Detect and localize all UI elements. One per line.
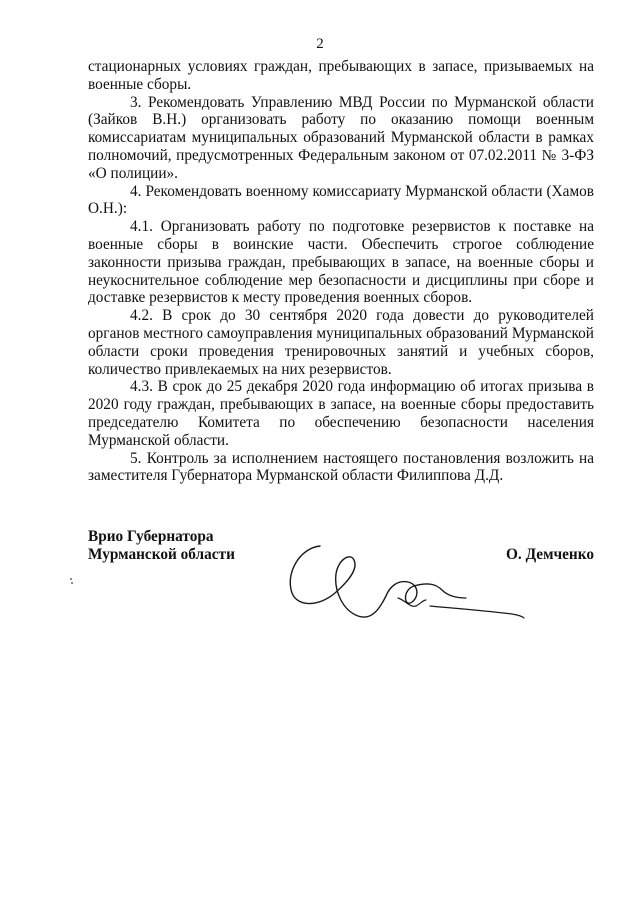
signature-stroke-main [290, 546, 417, 617]
scan-speck [70, 578, 72, 580]
paragraph-item-4-1: 4.1. Организовать работу по подготовке резервистов к поставке на военные сборы в воинские части. Обеспечить строгое соблюдение законности призыва граждан, пребывающих в запасе, на военные сборы и неукоснительное соблюдение мер безопасности и дисциплины при сборе и доставке резервистов к месту проведения военных сборов. [88, 218, 594, 307]
signatory-title-line-1: Врио Губернатора [88, 528, 214, 545]
signatory-title-line-2: Мурманской области [88, 546, 235, 563]
paragraph-continuation: стационарных условиях граждан, пребывающих в запасе, призываемых на военные сборы. [88, 58, 594, 93]
signature-stroke-tail [414, 584, 466, 598]
paragraph-item-5: 5. Контроль за исполнением настоящего постановления возложить на заместителя Губернатора Мурманской области Филиппова Д.Д. [88, 449, 594, 485]
paragraph-item-4-2: 4.2. В срок до 30 сентября 2020 года довести до руководителей органов местного самоуправления муниципальных образований Мурманской области сроки проведения тренировочных занятий и учебных сборов, количество привлекаемых на них резервистов. [88, 307, 594, 378]
handwritten-signature [280, 538, 530, 638]
paragraph-item-4-3: 4.3. В срок до 25 декабря 2020 года информацию об итогах призыва в 2020 году граждан, пребывающих в запасе, на военные сборы предоставить председателю Комитета по обеспечению безопасности населения Мурманской области. [88, 378, 594, 449]
signature-stroke-underline [430, 606, 524, 618]
document-body [88, 58, 594, 485]
paragraph-item-4: 4. Рекомендовать военному комиссариату Мурманской области (Хамов О.Н.): [88, 182, 594, 218]
scan-speck [71, 582, 73, 584]
signatory-title [88, 528, 235, 564]
paragraph-item-3: 3. Рекомендовать Управлению МВД России по Мурманской области (Зайков В.Н.) организовать работу по оказанию помощи военным комиссариатам муниципальных образований Мурманской области в рамках полномочий, предусмотренных Федеральным законом от 07.02.2011 № 3-ФЗ «О полиции». [88, 93, 594, 182]
signatory-name: О. Демченко [506, 546, 594, 563]
page-number: 2 [316, 36, 324, 52]
